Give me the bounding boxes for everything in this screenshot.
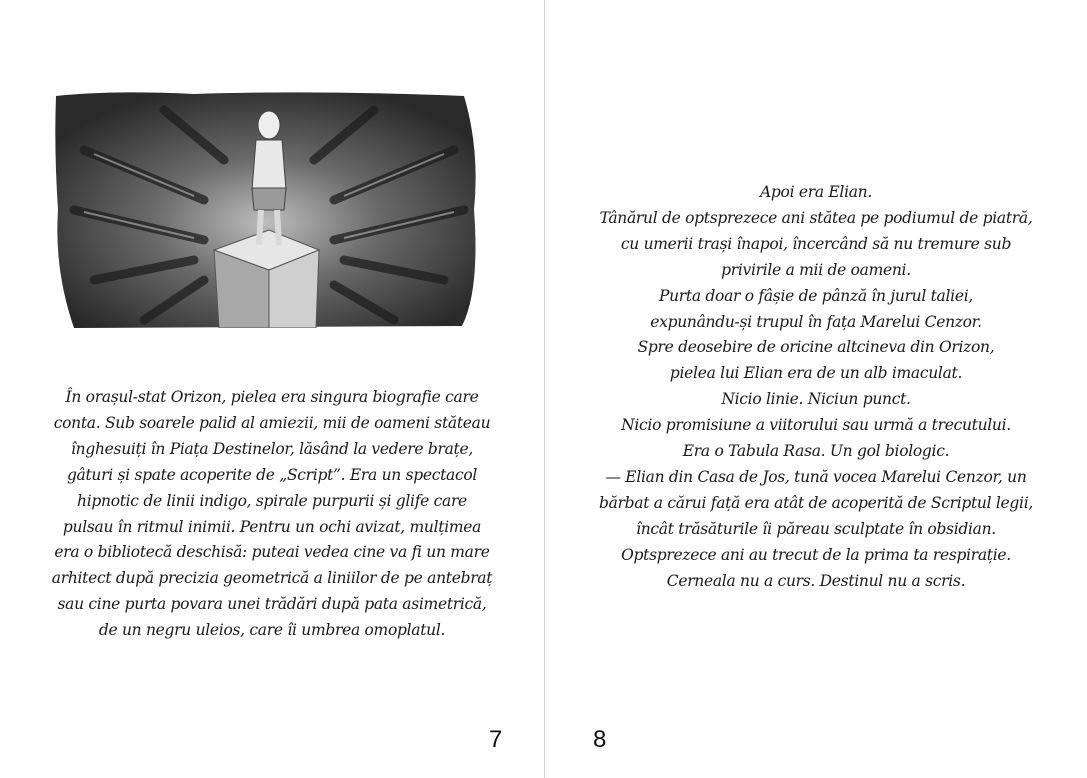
text-line: pulsau în ritmul inimii. Pentru un ochi avizat, mulțimea xyxy=(62,517,482,536)
text-line: Tânărul de optsprezece ani stătea pe podiumul de piatră, xyxy=(599,208,1033,227)
text-line: încât trăsăturile îi păreau sculptate în obsidian. xyxy=(636,519,996,538)
text-line: expunându-și trupul în fața Marelui Cenzor. xyxy=(650,312,982,331)
page-number: 7 xyxy=(489,726,503,753)
text-line: înghesuiți în Piața Destinelor, lăsând la vedere brațe, xyxy=(71,439,473,458)
text-line: sau cine purta povara unei trădări după pata asimetrică, xyxy=(57,595,487,614)
text-line: pielea lui Elian era de un alb imaculat. xyxy=(669,364,963,383)
text-line: privirile a mii de oameni. xyxy=(721,260,911,279)
text-line: arhitect după precizia geometrică a liniilor de pe antebraț xyxy=(51,569,493,588)
text-line: Optsprezece ani au trecut de la prima ta respirație. xyxy=(621,545,1011,564)
text-line: era o bibliotecă deschisă: puteai vedea cine va fi un mare xyxy=(54,543,490,562)
text-line: hipnotic de linii indigo, spirale purpurii și glife care xyxy=(77,491,467,510)
text-line: Era o Tabula Rasa. Un gol biologic. xyxy=(682,442,950,461)
text-line: Purta doar o fâșie de pânză în jurul taliei, xyxy=(659,286,973,305)
text-line: cu umerii trași înapoi, încercând să nu tremure sub xyxy=(620,234,1012,253)
text-line: — Elian din Casa de Jos, tună vocea Marelui Cenzor, un xyxy=(605,467,1027,486)
text-line: În orașul-stat Orizon, pielea era singura biografie care xyxy=(65,388,479,406)
story-text xyxy=(565,180,1067,595)
story-paragraph xyxy=(30,385,514,644)
text-line: Apoi era Elian. xyxy=(760,183,872,201)
text-line: Spre deosebire de oricine altcineva din Orizon, xyxy=(637,338,995,357)
chapter-illustration xyxy=(54,90,480,328)
text-line: Nicio promisiune a viitorului sau urmă a trecutului. xyxy=(621,416,1011,435)
text-line: Cerneala nu a curs. Destinul nu a scris. xyxy=(666,571,966,590)
page-number: 8 xyxy=(593,726,607,753)
text-line: gâturi și spate acoperite de „Script”. Era un spectacol xyxy=(66,465,478,484)
text-line: Nicio linie. Niciun punct. xyxy=(721,390,911,409)
right-page xyxy=(545,0,1087,778)
text-line: de un negru uleios, care îi umbrea omoplatul. xyxy=(98,621,446,640)
text-line: conta. Sub soarele palid al amiezii, mii de oameni stăteau xyxy=(53,413,491,432)
text-line: bărbat a cărui față era atât de acoperită de Scriptul legii, xyxy=(599,493,1033,512)
